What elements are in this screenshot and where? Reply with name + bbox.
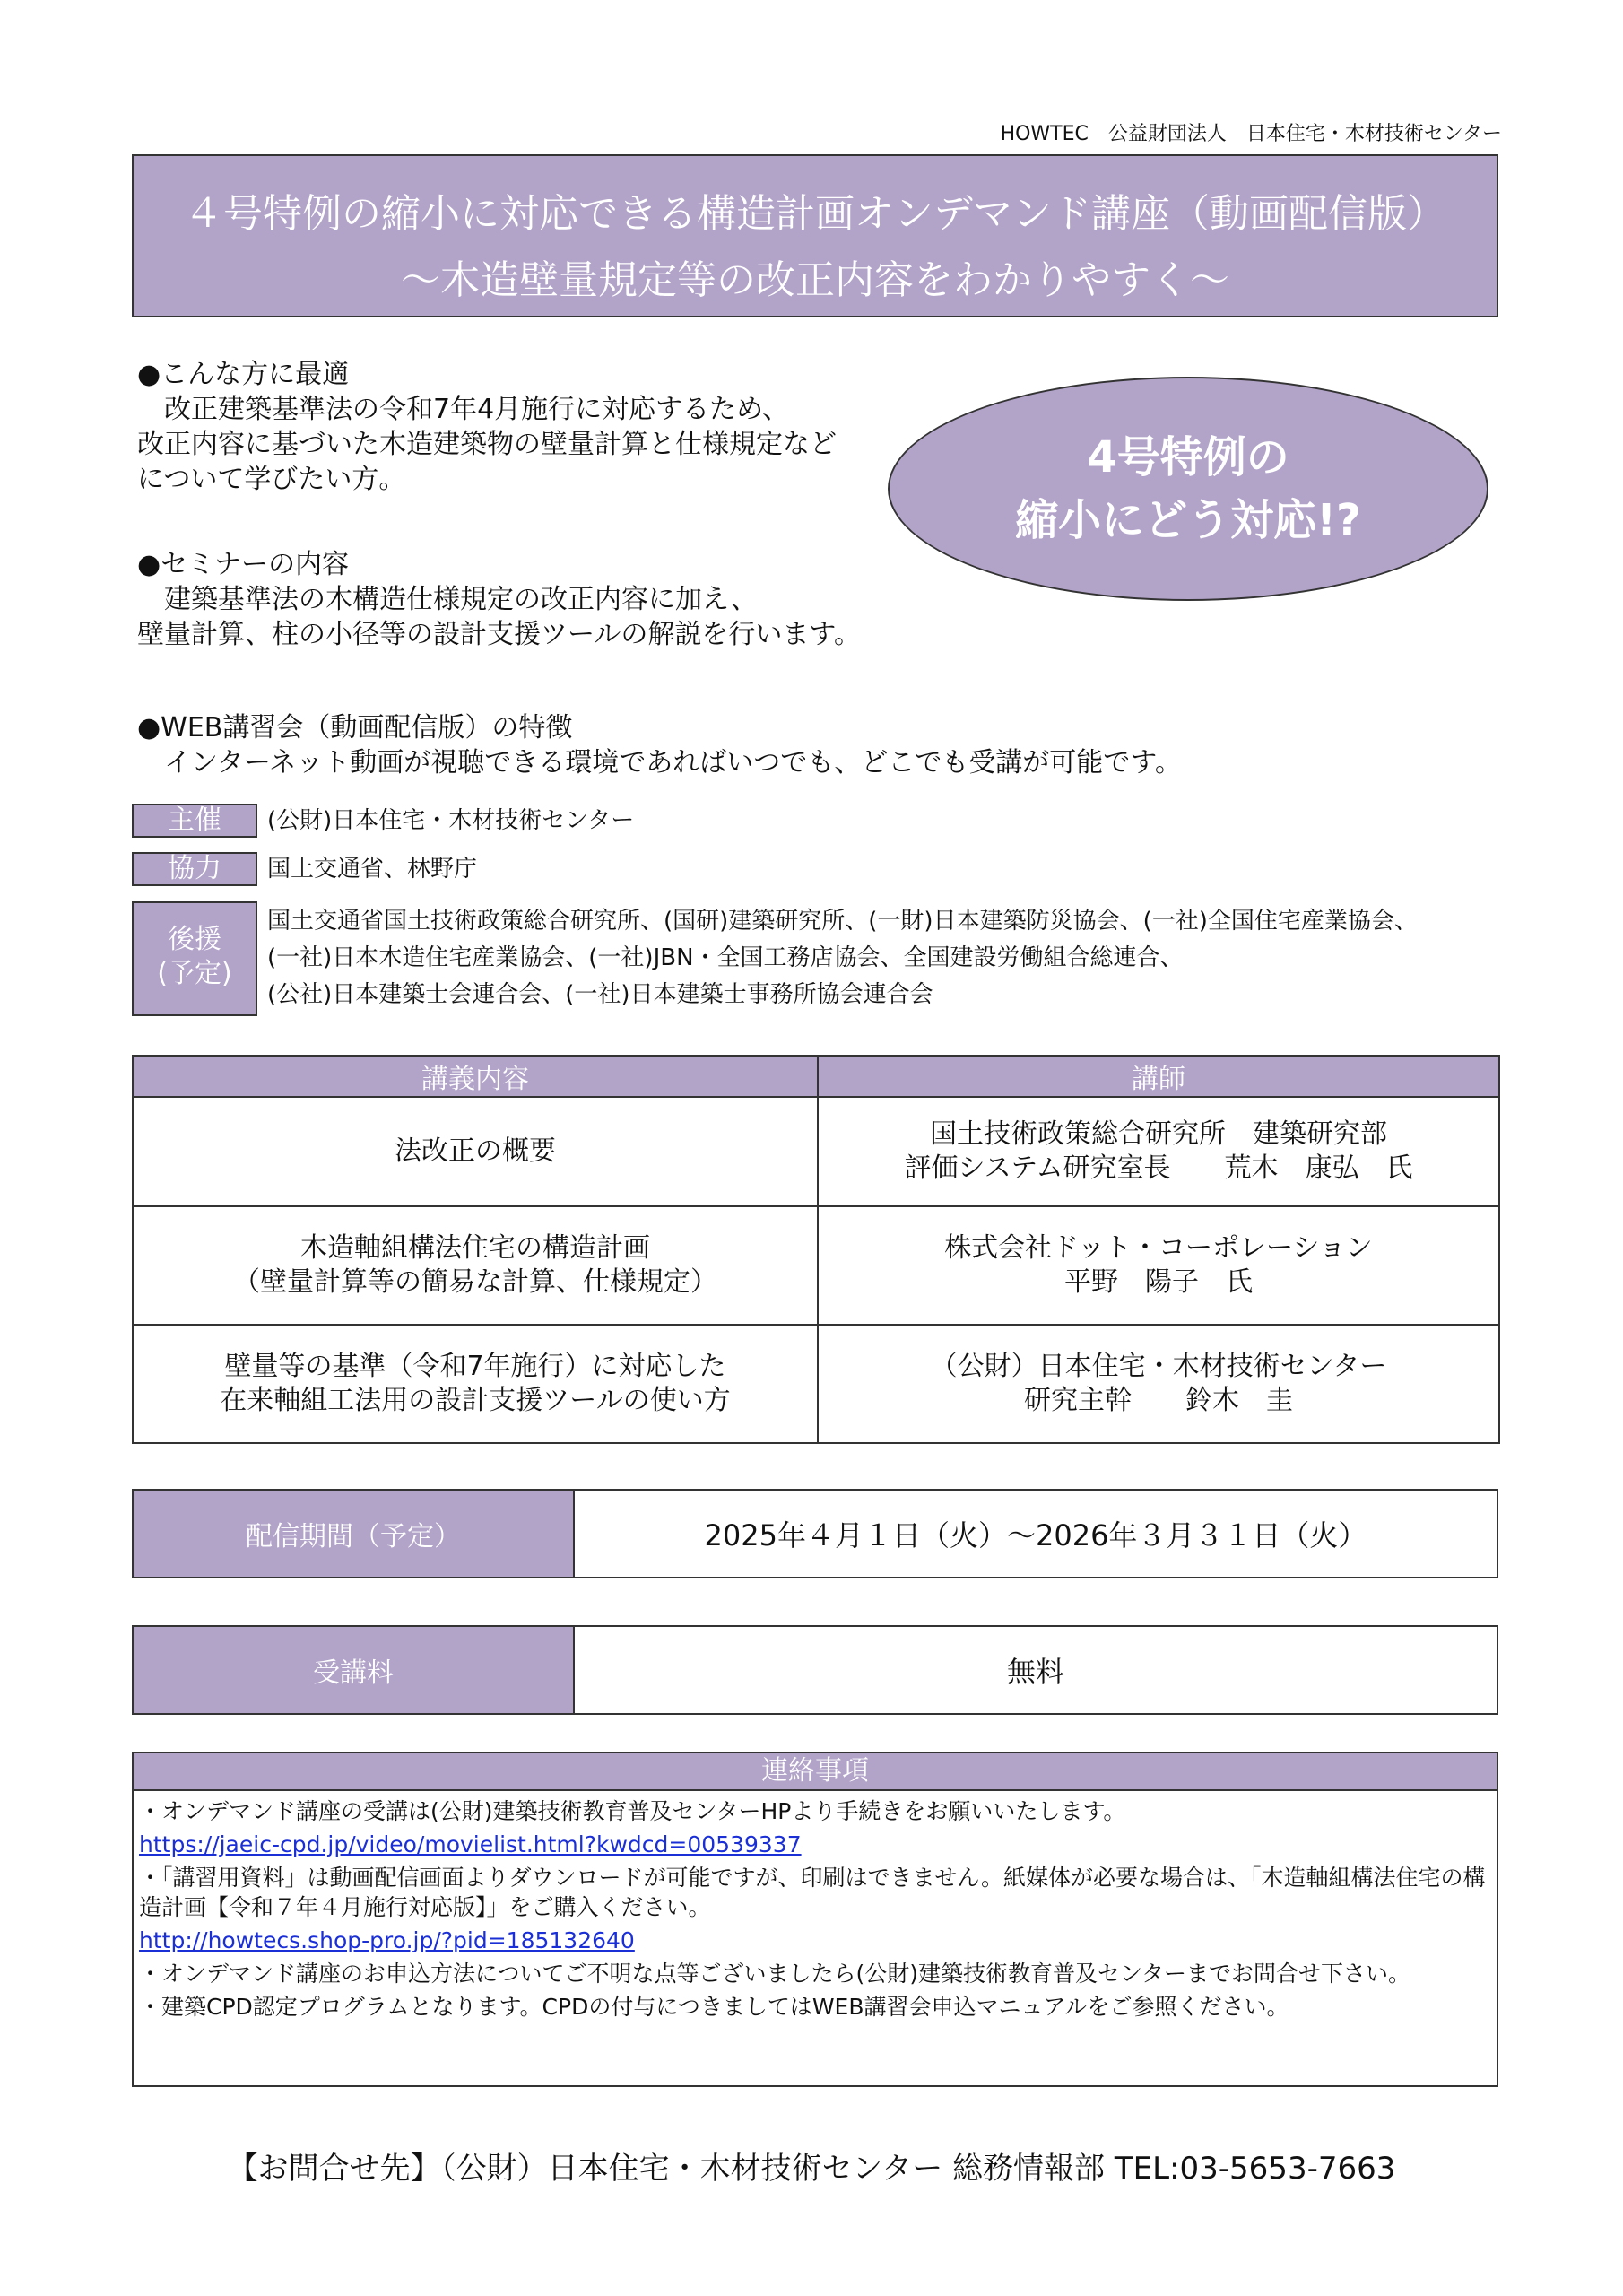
inquiry-footer: 【お問合せ先】（公財）日本住宅・木材技術センター 総務情報部 TEL:03-5653-7663	[227, 2151, 1396, 2187]
contact-note-2: ・「講習用資料」は動画配信画面よりダウンロードが可能ですが、印刷はできません。紙媒体が必要な場合は、「木造軸組構法住宅の構造計画【令和７年４月施行対応版】」をご購入ください。	[139, 1865, 1486, 1920]
period-value: 2025年４月１日（火）～2026年３月３１日（火）	[704, 1518, 1367, 1552]
contact-box	[132, 1752, 1498, 2087]
table-row	[133, 1206, 1499, 1325]
fee-value: 無料	[1006, 1655, 1064, 1689]
fee-label: 受講料	[134, 1627, 575, 1713]
lecture-lecturer: 株式会社ドット・コーポレーション 平野 陽子 氏	[818, 1206, 1499, 1325]
web-body: インターネット動画が視聴できる環境であればいつでも、どこでも受講が可能です。	[137, 747, 1182, 778]
highlight-oval	[888, 377, 1488, 601]
oval-line-1: 4号特例の	[1087, 432, 1289, 483]
period-label: 配信期間（予定）	[134, 1491, 575, 1577]
target-body: 改正建築基準法の令和7年4月施行に対応するため、 改正内容に基づいた木造建築物の壁量計算と仕様規定など について学びたい方。	[137, 394, 837, 495]
support-label	[132, 901, 257, 1016]
target-heading: ●こんな方に最適	[137, 359, 350, 390]
oval-line-2: 縮小にどう対応!?	[1015, 495, 1361, 545]
coop-text: 国土交通省、林野庁	[267, 856, 478, 883]
contact-body	[134, 1791, 1497, 2022]
lecture-lecturer: （公財）日本住宅・木材技術センター 研究主幹 鈴木 圭	[818, 1325, 1499, 1443]
host-label: 主催	[132, 804, 257, 838]
host-text: (公財)日本住宅・木材技術センター	[267, 807, 635, 834]
title-banner	[132, 154, 1498, 317]
shop-link[interactable]: http://howtecs.shop-pro.jp/?pid=185132640	[139, 1927, 635, 1953]
page-subtitle: ～木造壁量規定等の改正内容をわかりやすく～	[401, 257, 1229, 303]
contact-note-1: ・オンデマンド講座の受講は(公財)建築技術教育普及センターHPより手続きをお願いいたします。	[139, 1798, 1126, 1824]
header-lecturer: 講師	[818, 1056, 1499, 1097]
lecture-content: 法改正の概要	[133, 1097, 818, 1206]
support-label-main: 後援	[168, 924, 221, 955]
period-row	[132, 1489, 1498, 1578]
table-row	[133, 1325, 1499, 1443]
web-heading: ●WEB講習会（動画配信版）の特徴	[137, 712, 573, 744]
support-text: 国土交通省国土技術政策総合研究所、(国研)建築研究所、(一財)日本建築防災協会、(一社)全国住宅産業協会、 (一社)日本木造住宅産業協会、(一社)JBN・全国工務店協会、全国建設労働組合総連合、 (公社)日本建築士会連合会、(一社)日本建築士事務所協会連合会	[267, 908, 1418, 1008]
lecture-content: 壁量等の基準（令和7年施行）に対応した 在来軸組工法用の設計支援ツールの使い方	[133, 1325, 818, 1443]
contact-heading: 連絡事項	[134, 1753, 1497, 1791]
content-body: 建築基準法の木構造仕様規定の改正内容に加え、 壁量計算、柱の小径等の設計支援ツールの解説を行います。	[137, 584, 861, 650]
support-label-sub: (予定)	[157, 958, 232, 989]
contact-note-4: ・建築CPD認定プログラムとなります。CPDの付与につきましてはWEB講習会申込マニュアルをご参照ください。	[139, 1994, 1289, 2020]
organization-name: HOWTEC 公益財団法人 日本住宅・木材技術センター	[1000, 123, 1502, 145]
lecture-table	[132, 1055, 1500, 1444]
fee-row	[132, 1625, 1498, 1715]
lecture-content: 木造軸組構法住宅の構造計画 （壁量計算等の簡易な計算、仕様規定）	[133, 1206, 818, 1325]
table-row	[133, 1097, 1499, 1206]
lecture-lecturer: 国土技術政策総合研究所 建築研究部 評価システム研究室長 荒木 康弘 氏	[818, 1097, 1499, 1206]
contact-note-3: ・オンデマンド講座のお申込方法についてご不明な点等ございましたら(公財)建築技術教育普及センターまでお問合せ下さい。	[139, 1961, 1411, 1987]
page-title: ４号特例の縮小に対応できる構造計画オンデマンド講座（動画配信版）	[184, 191, 1446, 237]
content-heading: ●セミナーの内容	[137, 549, 350, 580]
coop-label: 協力	[132, 852, 257, 886]
header-content: 講義内容	[133, 1056, 818, 1097]
registration-link[interactable]: https://jaeic-cpd.jp/video/movielist.html?kwdcd=00539337	[139, 1831, 802, 1857]
